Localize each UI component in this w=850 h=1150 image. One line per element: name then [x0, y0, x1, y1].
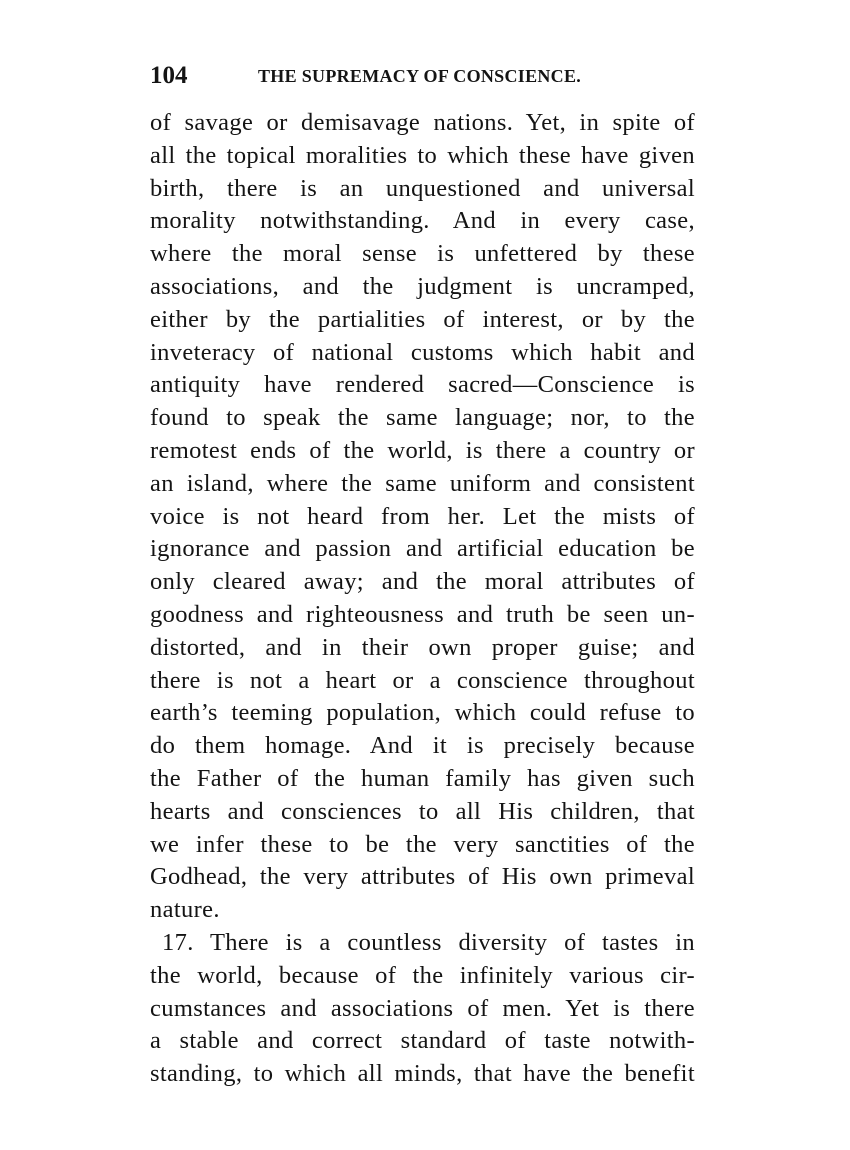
running-head [150, 60, 695, 92]
text-line: ignorance and passion and artificial education be [150, 535, 695, 563]
text-line: remotest ends of the world, is there a country or [150, 436, 695, 464]
text-line: inveteracy of national customs which habit and [150, 338, 695, 366]
text-line: antiquity have rendered sacred—Conscience is [150, 371, 695, 399]
text-line: hearts and consciences to all His children, that [150, 797, 695, 825]
text-line: goodness and righteousness and truth be seen un- [150, 600, 695, 628]
text-line: the Father of the human family has given such [150, 764, 695, 792]
text-line: there is not a heart or a conscience throughout [150, 666, 695, 694]
text-line: nature. [150, 896, 220, 924]
text-line: cumstances and associations of men. Yet is there [150, 994, 695, 1022]
text-line: the world, because of the infinitely various cir- [150, 961, 695, 989]
text-line: where the moral sense is unfettered by these [150, 240, 695, 268]
text-line: found to speak the same language; nor, to the [150, 404, 695, 432]
text-line: voice is not heard from her. Let the mists of [150, 502, 695, 530]
text-line: standing, to which all minds, that have the benefit [150, 1060, 695, 1088]
text-line: an island, where the same uniform and consistent [150, 469, 695, 497]
text-line: of savage or demisavage nations. Yet, in spite of [150, 109, 695, 136]
text-line: all the topical moralities to which these have given [150, 141, 695, 169]
text-line: only cleared away; and the moral attributes of [150, 568, 695, 596]
text-line: earth’s teeming population, which could refuse to [150, 699, 695, 727]
text-line: either by the partialities of interest, or by the [150, 305, 695, 333]
running-title: THE SUPREMACY OF CONSCIENCE. [258, 66, 582, 86]
paragraph-start-line: 17. There is a countless diversity of tastes in [162, 928, 695, 956]
page-number: 104 [150, 62, 188, 89]
text-line: do them homage. And it is precisely because [150, 732, 695, 760]
text-line: birth, there is an unquestioned and universal [150, 174, 695, 202]
body-text [150, 107, 695, 1091]
text-line: we infer these to be the very sanctities of the [150, 830, 695, 858]
text-line: a stable and correct standard of taste notwith- [150, 1027, 695, 1055]
text-line: Godhead, the very attributes of His own primeval [150, 863, 695, 891]
text-line: associations, and the judgment is uncramped, [150, 272, 695, 300]
text-line: morality notwithstanding. And in every case, [150, 207, 695, 235]
text-line: distorted, and in their own proper guise; and [150, 633, 695, 661]
